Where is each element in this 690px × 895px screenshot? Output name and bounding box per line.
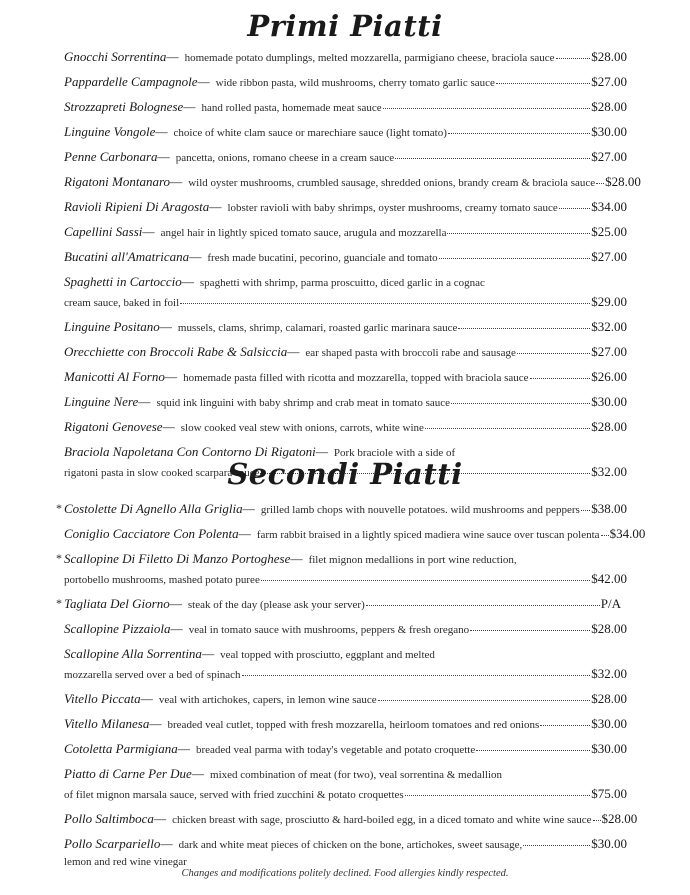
menu-item (0, 762, 690, 807)
dish-name: Scallopine Di Filetto Di Manzo Portoghese (64, 551, 291, 566)
primi-piatti-title: Primi Piatti (247, 9, 443, 43)
menu-item (0, 712, 690, 737)
dot-leader (451, 393, 590, 404)
dish-description: steak of the day (please ask your server) (187, 599, 365, 611)
dot-leader (366, 595, 600, 606)
dot-leader (559, 198, 591, 209)
primi-piatti-list (0, 45, 690, 485)
dish-separator: — (238, 527, 251, 541)
menu-item-line (64, 174, 641, 190)
dish-price: $30.00 (591, 124, 627, 139)
chef-special-marker: * (56, 501, 62, 515)
dot-leader (530, 368, 591, 379)
dish-separator: — (138, 395, 151, 409)
dish-price: $29.00 (591, 294, 627, 309)
menu-item-line (64, 224, 627, 240)
dot-leader (540, 715, 590, 726)
dish-price: $42.00 (591, 571, 627, 586)
dish-name: Scallopine Pizzaiola (64, 621, 171, 636)
dot-leader (556, 48, 591, 59)
dish-description: spaghetti with shrimp, parma proscuitto, diced garlic in a cognac (199, 277, 485, 289)
dot-leader (523, 835, 590, 846)
chef-special-marker: * (56, 551, 62, 565)
dish-separator: — (164, 370, 178, 384)
dish-description: wide ribbon pasta, wild mushrooms, cherry tomato garlic sauce (215, 77, 495, 89)
menu-item (0, 547, 690, 592)
dish-description-continued: rigatoni pasta in slow cooked scarpara sauce (64, 467, 260, 479)
dish-name: Costolette Di Agnello Alla Griglia (64, 501, 243, 516)
dish-description: slow cooked veal stew with onions, carrots, white wine (180, 422, 424, 434)
dish-name: Scallopine Alla Sorrentina (64, 646, 202, 661)
dot-leader (596, 173, 604, 184)
dot-leader (517, 343, 590, 354)
dish-separator: — (140, 692, 153, 706)
dish-name: Pollo Scarpariello (64, 836, 161, 851)
dish-separator: — (142, 225, 155, 239)
dish-name: Manicotti Al Forno (64, 369, 165, 384)
dish-name: Spaghetti in Cartoccio (64, 274, 182, 289)
dish-separator: — (170, 175, 183, 189)
menu-item (0, 642, 690, 687)
dish-description: veal topped with prosciutto, eggplant and melted (220, 649, 435, 661)
menu-item (0, 415, 690, 440)
menu-item-line (64, 419, 627, 435)
dish-name: Braciola Napoletana Con Contorno Di Rigatoni (64, 444, 316, 459)
menu-item-line (64, 74, 627, 90)
dot-leader (395, 148, 590, 159)
menu-item (0, 70, 690, 95)
dish-separator: — (166, 50, 179, 64)
menu-item-line (64, 344, 627, 360)
dish-description-continued: of filet mignon marsala sauce, served with fried zucchini & potato croquettes (64, 789, 404, 801)
dish-price: $27.00 (591, 344, 627, 359)
menu-item-line (64, 369, 627, 385)
menu-item (0, 522, 690, 547)
dish-description: pancetta, onions, romano cheese in a cream sauce (175, 152, 395, 164)
menu-item (0, 95, 690, 120)
menu-item-line (64, 149, 627, 165)
dish-price: $34.00 (591, 199, 627, 214)
dish-description: breaded veal cutlet, topped with fresh mozzarella, heirloom tomatoes and red onions (167, 719, 540, 731)
dish-description: homemade potato dumplings, melted mozzarella, parmigiano cheese, braciola sauce (184, 52, 555, 64)
dot-leader (425, 418, 590, 429)
dish-name: Tagliata Del Giorno (64, 596, 170, 611)
dish-price: $32.00 (591, 319, 627, 334)
dish-separator: — (155, 125, 168, 139)
menu-item-line (56, 501, 627, 517)
menu-item-line (64, 766, 627, 782)
dot-leader (496, 73, 590, 84)
dish-description: Pork braciole with a side of (333, 447, 456, 459)
dish-name: Vitello Piccata (64, 691, 141, 706)
dish-description: fresh made bucatini, pecorino, guanciale and tomato (207, 252, 438, 264)
dish-description: farm rabbit braised in a lightly spiced madiera wine sauce over tuscan polenta (256, 529, 600, 541)
dot-leader (470, 620, 590, 631)
dish-separator: — (315, 445, 328, 459)
dish-name: Orecchiette con Broccoli Rabe & Salsiccia (64, 344, 288, 359)
dish-description-continued: mozzarella served over a bed of spinach (64, 669, 241, 681)
dish-price: $28.00 (591, 419, 627, 434)
menu-item (0, 120, 690, 145)
dish-price: $25.00 (591, 224, 627, 239)
menu-item (0, 617, 690, 642)
dish-price: $32.00 (591, 666, 627, 681)
dish-description: lobster ravioli with baby shrimps, oyster mushrooms, creamy tomato sauce (227, 202, 558, 214)
dish-description: hand rolled pasta, homemade meat sauce (201, 102, 382, 114)
dish-separator: — (242, 502, 255, 516)
menu-item-line-continued (64, 666, 627, 682)
dish-separator: — (191, 767, 205, 781)
menu-item (0, 270, 690, 315)
dish-name: Gnocchi Sorrentina (64, 49, 167, 64)
menu-item-line (64, 274, 627, 290)
dish-description: mixed combination of meat (for two), veal sorrentina & medallion (210, 769, 503, 781)
dish-description: ear shaped pasta with broccoli rabe and sausage (305, 347, 516, 359)
dish-price: $30.00 (591, 836, 627, 851)
menu-item (0, 220, 690, 245)
dish-name: Bucatini all'Amatricana (64, 249, 190, 264)
dish-separator: — (197, 75, 210, 89)
dish-separator: — (209, 200, 222, 214)
menu-item-line-continued (64, 786, 627, 802)
dot-leader (601, 525, 609, 536)
menu-item-line-continued (64, 856, 627, 868)
menu-item-line (56, 596, 627, 612)
dot-leader (242, 665, 591, 676)
dish-description: veal with artichokes, capers, in lemon wine sauce (158, 694, 377, 706)
dish-name: Rigatoni Genovese (64, 419, 163, 434)
menu-item-line (64, 836, 627, 852)
dish-separator: — (153, 812, 167, 826)
menu-item-line (56, 551, 627, 567)
dish-description: angel hair in lightly spiced tomato sauce, arugula and mozzarella (160, 227, 447, 239)
dish-separator: — (149, 717, 162, 731)
dish-price: $28.00 (605, 174, 641, 189)
dish-separator: — (287, 345, 300, 359)
dish-name: Linguine Positano (64, 319, 160, 334)
dish-name: Linguine Nere (64, 394, 139, 409)
dish-description: dark and white meat pieces of chicken on the bone, artichokes, sweet sausage, (178, 839, 523, 851)
dish-description: grilled lamb chops with nouvelle potatoes. wild mushrooms and peppers (260, 504, 580, 516)
dot-leader (581, 500, 590, 511)
dish-separator: — (290, 552, 303, 566)
dish-price: $30.00 (591, 741, 627, 756)
dish-name: Strozzapreti Bolognese (64, 99, 184, 114)
dish-price: $75.00 (591, 786, 627, 801)
dish-description: mussels, clams, shrimp, calamari, roasted garlic marinara sauce (177, 322, 458, 334)
dot-leader (448, 123, 590, 134)
dish-name: Cotoletta Parmigiana (64, 741, 178, 756)
secondi-piatti-title: Secondi Piatti (227, 457, 463, 491)
menu-item (0, 807, 690, 832)
menu-item-line (64, 811, 638, 827)
menu-item-line (64, 319, 627, 335)
dish-description: squid ink linguini with baby shrimp and crab meat in tomato sauce (156, 397, 451, 409)
menu-item (0, 497, 690, 522)
dish-name: Piatto di Carne Per Due (64, 766, 192, 781)
menu-item-line (64, 99, 627, 115)
menu-item (0, 390, 690, 415)
dish-price: $28.00 (591, 99, 627, 114)
menu-item (0, 145, 690, 170)
dish-description: chicken breast with sage, prosciutto & hard-boiled egg, in a diced tomato and white wine sauce (172, 814, 592, 826)
menu-item (0, 687, 690, 712)
menu-item-line (64, 249, 627, 265)
dish-price: $28.00 (591, 49, 627, 64)
menu-item-line (64, 526, 646, 542)
menu-item (0, 195, 690, 220)
dish-separator: — (177, 742, 190, 756)
dot-leader (383, 98, 591, 109)
dish-separator: — (170, 622, 183, 636)
menu-item-line (64, 741, 627, 757)
dish-description-continued: portobello mushrooms, mashed potato puree (64, 574, 260, 586)
dish-price: $30.00 (591, 394, 627, 409)
menu-item (0, 245, 690, 270)
menu-item-line (64, 394, 627, 410)
dish-description: wild oyster mushrooms, crumbled sausage, shredded onions, brandy cream & braciola sauce (188, 177, 596, 189)
menu-item-line (64, 49, 627, 65)
dish-separator: — (189, 250, 202, 264)
menu-item-line (64, 199, 627, 215)
dish-description: filet mignon medallions in port wine reduction, (308, 554, 517, 566)
menu-item-line-continued (64, 571, 627, 587)
chef-special-marker: * (56, 596, 62, 610)
dish-name: Pollo Saltimboca (64, 811, 154, 826)
dish-name: Linguine Vongole (64, 124, 156, 139)
dish-price: $28.00 (601, 811, 638, 826)
dish-description: breaded veal parma with today's vegetable and potato croquette (195, 744, 476, 756)
dot-leader (447, 223, 590, 234)
dish-description: veal in tomato sauce with mushrooms, peppers & fresh oregano (188, 624, 470, 636)
dot-leader (180, 293, 590, 304)
dish-name: Capellini Sassi (64, 224, 143, 239)
dish-separator: — (159, 320, 172, 334)
menu-item (0, 45, 690, 70)
dish-name: Vitello Milanesa (64, 716, 150, 731)
menu-item (0, 365, 690, 390)
dish-name: Ravioli Ripieni Di Aragosta (64, 199, 210, 214)
dish-separator: — (160, 837, 173, 851)
menu-item (0, 737, 690, 762)
dish-name: Rigatoni Montanaro (64, 174, 171, 189)
dot-leader (378, 690, 591, 701)
menu-item (0, 170, 690, 195)
menu-item (0, 315, 690, 340)
menu-item-line (64, 621, 627, 637)
dish-description-continued: lemon and red wine vinegar (64, 856, 187, 868)
dish-price: $34.00 (609, 526, 646, 541)
dish-price: $28.00 (591, 621, 627, 636)
menu-item-line (64, 691, 627, 707)
menu-item (0, 340, 690, 365)
dish-price: $26.00 (591, 369, 627, 384)
dish-description: homemade pasta filled with ricotta and mozzarella, topped with braciola sauce (183, 372, 529, 384)
secondi-piatti-list (0, 497, 690, 877)
dot-leader (593, 810, 601, 821)
dish-price: $28.00 (591, 691, 627, 706)
dish-name: Coniglio Cacciatore Con Polenta (64, 526, 239, 541)
dish-separator: — (183, 100, 196, 114)
dish-name: Pappardelle Campagnole (64, 74, 198, 89)
menu-item-line (64, 646, 627, 662)
dish-name: Penne Carbonara (64, 149, 158, 164)
dish-description-continued: cream sauce, baked in foil (64, 297, 180, 309)
dish-separator: — (181, 275, 194, 289)
dish-price: $27.00 (591, 149, 627, 164)
menu-item-line (64, 124, 627, 140)
dish-separator: — (157, 150, 170, 164)
dish-price: $27.00 (591, 74, 627, 89)
menu-item (0, 592, 690, 617)
dish-description: choice of white clam sauce or marechiare sauce (light tomato) (173, 127, 447, 139)
menu-footer-note: Changes and modifications politely declined. Food allergies kindly respected. (181, 868, 509, 879)
dish-separator: — (162, 420, 175, 434)
dot-leader (439, 248, 591, 259)
dot-leader (405, 785, 591, 796)
dish-price: $32.00 (591, 464, 627, 479)
dot-leader (458, 318, 590, 329)
dish-price: $27.00 (591, 249, 627, 264)
dish-separator: — (201, 647, 215, 661)
dish-price: $38.00 (591, 501, 627, 516)
dish-separator: — (169, 597, 182, 611)
dish-price: P/A (600, 596, 621, 611)
menu-item-line (64, 716, 627, 732)
dot-leader (261, 570, 590, 581)
dish-price: $30.00 (591, 716, 627, 731)
menu-item-line-continued (64, 294, 627, 310)
dot-leader (476, 740, 590, 751)
